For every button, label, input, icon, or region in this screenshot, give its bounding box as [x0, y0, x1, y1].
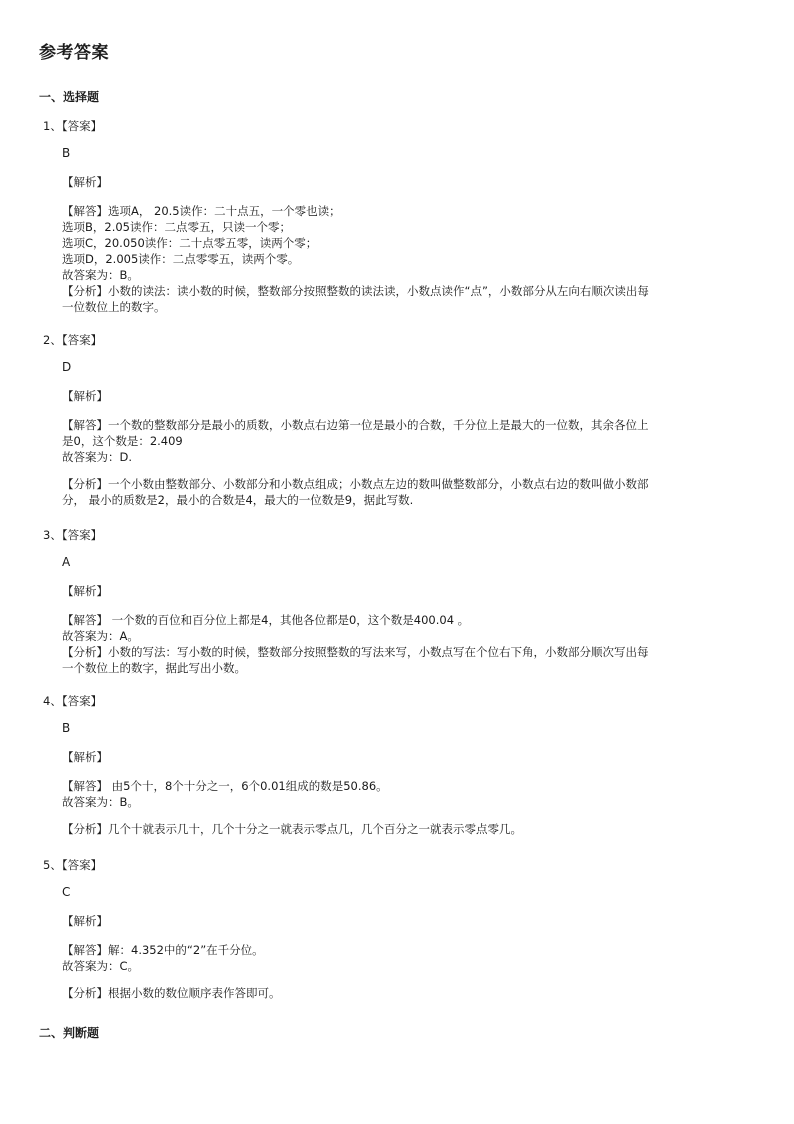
- explanation-line: 选项D，2.005读作：二点零零五，读两个零。: [62, 252, 300, 266]
- explanation-line: 【分析】小数的读法：读小数的时候，整数部分按照整数的读法读，小数点读作“点”，小数部分从左向右顺次读出每: [62, 284, 649, 298]
- question-3-answer: A: [62, 555, 71, 569]
- question-2-explanation: [62, 417, 722, 508]
- section-heading-choice: 一、选择题: [39, 90, 100, 104]
- question-3-answer-label: 3、【答案】: [43, 528, 103, 542]
- question-3-explanation: [62, 612, 722, 676]
- explanation-line: 【分析】一个小数由整数部分、小数部分和小数点组成；小数点左边的数叫做整数部分，小数点右边的数叫做小数部: [62, 477, 649, 491]
- explanation-line: 【解答】选项A， 20.5读作：二十点五，一个零也读；: [62, 204, 341, 218]
- explanation-line: 一位数位上的数字。: [62, 300, 166, 314]
- question-2-answer-label: 2、【答案】: [43, 333, 103, 347]
- explanation-line: 分， 最小的质数是2，最小的合数是4，最大的一位数是9，据此写数.: [62, 493, 414, 507]
- question-4-answer-label: 4、【答案】: [43, 694, 103, 708]
- question-4-explanation: [62, 778, 722, 837]
- question-5-analysis-label: 【解析】: [62, 914, 108, 928]
- explanation-line: 【解答】解：4.352中的“2”在千分位。: [62, 943, 264, 957]
- explanation-line: 故答案为：A。: [62, 629, 139, 643]
- explanation-line: 【分析】根据小数的数位顺序表作答即可。: [62, 986, 281, 1000]
- explanation-line: 【解答】 一个数的百位和百分位上都是4，其他各位都是0，这个数是400.04 。: [62, 613, 470, 627]
- question-5-explanation: [62, 942, 722, 1001]
- explanation-line: 故答案为：B。: [62, 795, 139, 809]
- explanation-line: 是0，这个数是：2.409: [62, 434, 183, 448]
- question-4-analysis-label: 【解析】: [62, 750, 108, 764]
- explanation-line: 【分析】几个十就表示几十，几个十分之一就表示零点几，几个百分之一就表示零点零几。: [62, 822, 522, 836]
- explanation-line: 故答案为：D.: [62, 450, 133, 464]
- explanation-line: 故答案为：C。: [62, 959, 140, 973]
- question-1-analysis-label: 【解析】: [62, 175, 108, 189]
- explanation-line: 一个数位上的数字，据此写出小数。: [62, 661, 246, 675]
- explanation-line: 【分析】小数的写法：写小数的时候，整数部分按照整数的写法来写，小数点写在个位右下角，小数部分顺次写出每: [62, 645, 649, 659]
- question-2-analysis-label: 【解析】: [62, 389, 108, 403]
- explanation-line: 选项B，2.05读作：二点零五，只读一个零；: [62, 220, 291, 234]
- question-2-answer: D: [62, 360, 72, 374]
- question-1-answer-label: 1、【答案】: [43, 119, 103, 133]
- section-heading-judgement: 二、判断题: [39, 1026, 100, 1040]
- explanation-line: 选项C，20.050读作：二十点零五零，读两个零；: [62, 236, 318, 250]
- question-1-answer: B: [62, 146, 71, 160]
- explanation-line: 故答案为：B。: [62, 268, 139, 282]
- question-4-answer: B: [62, 721, 71, 735]
- question-5-answer-label: 5、【答案】: [43, 858, 103, 872]
- question-3-analysis-label: 【解析】: [62, 584, 108, 598]
- explanation-line: 【解答】一个数的整数部分是最小的质数，小数点右边第一位是最小的合数，千分位上是最大的一位数，其余各位上: [62, 418, 649, 432]
- question-1-explanation: [62, 203, 722, 315]
- explanation-line: 【解答】 由5个十，8个十分之一，6个0.01组成的数是50.86。: [62, 779, 388, 793]
- question-5-answer: C: [62, 885, 71, 899]
- page-title: 参考答案: [39, 43, 109, 63]
